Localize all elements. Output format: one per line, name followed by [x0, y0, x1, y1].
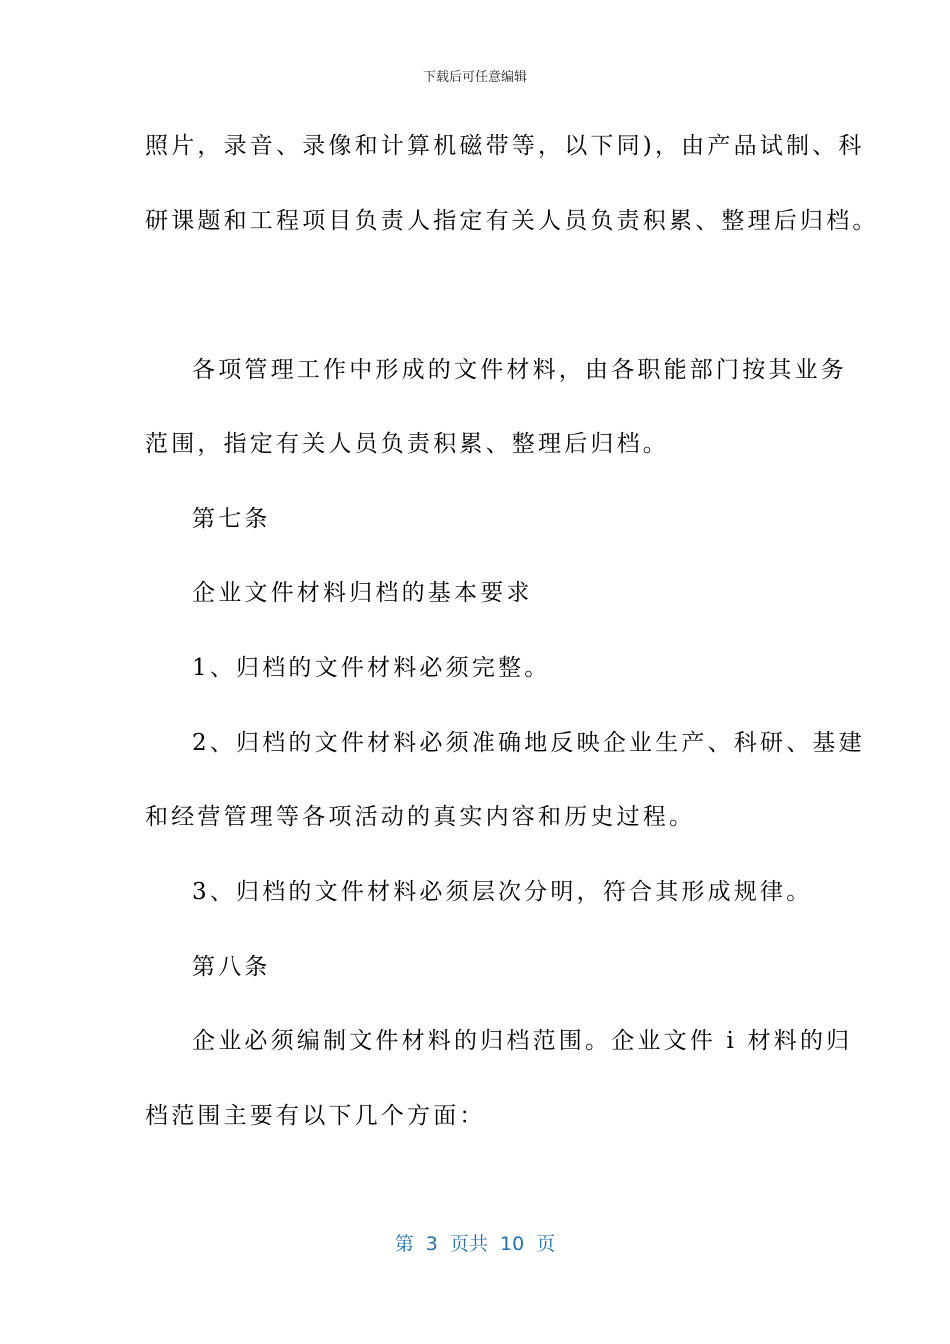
body-line-3: 各项管理工作中形成的文件材料，由各职能部门按其业务: [192, 357, 847, 383]
header-note: 下载后可任意编辑: [422, 70, 527, 85]
list-item-3: 3、归档的文件材料必须层次分明，符合其形成规律。: [192, 879, 813, 905]
section-heading-article-7: 第七条: [192, 506, 271, 532]
body-line-13: 档范围主要有以下几个方面：: [145, 1103, 486, 1129]
list-item-1: 1、归档的文件材料必须完整。: [192, 655, 551, 681]
body-line-12: 企业必须编制文件材料的归档范围。企业文件 i 材料的归: [192, 1028, 853, 1054]
list-item-2-continued: 和经营管理等各项活动的真实内容和历史过程。: [145, 804, 696, 830]
body-line-1: 照片，录音、录像和计算机磁带等，以下同)，由产品试制、科: [145, 133, 865, 159]
list-item-2: 2、归档的文件材料必须准确地反映企业生产、科研、基建: [192, 730, 865, 756]
page-number-footer: 第 3 页共 10 页: [394, 1233, 556, 1255]
section-heading-article-8: 第八条: [192, 954, 271, 980]
body-line-6: 企业文件材料归档的基本要求: [192, 580, 533, 606]
body-line-2: 研课题和工程项目负责人指定有关人员负责积累、整理后归档。: [145, 208, 879, 234]
body-line-4: 范围，指定有关人员负责积累、整理后归档。: [145, 431, 669, 457]
